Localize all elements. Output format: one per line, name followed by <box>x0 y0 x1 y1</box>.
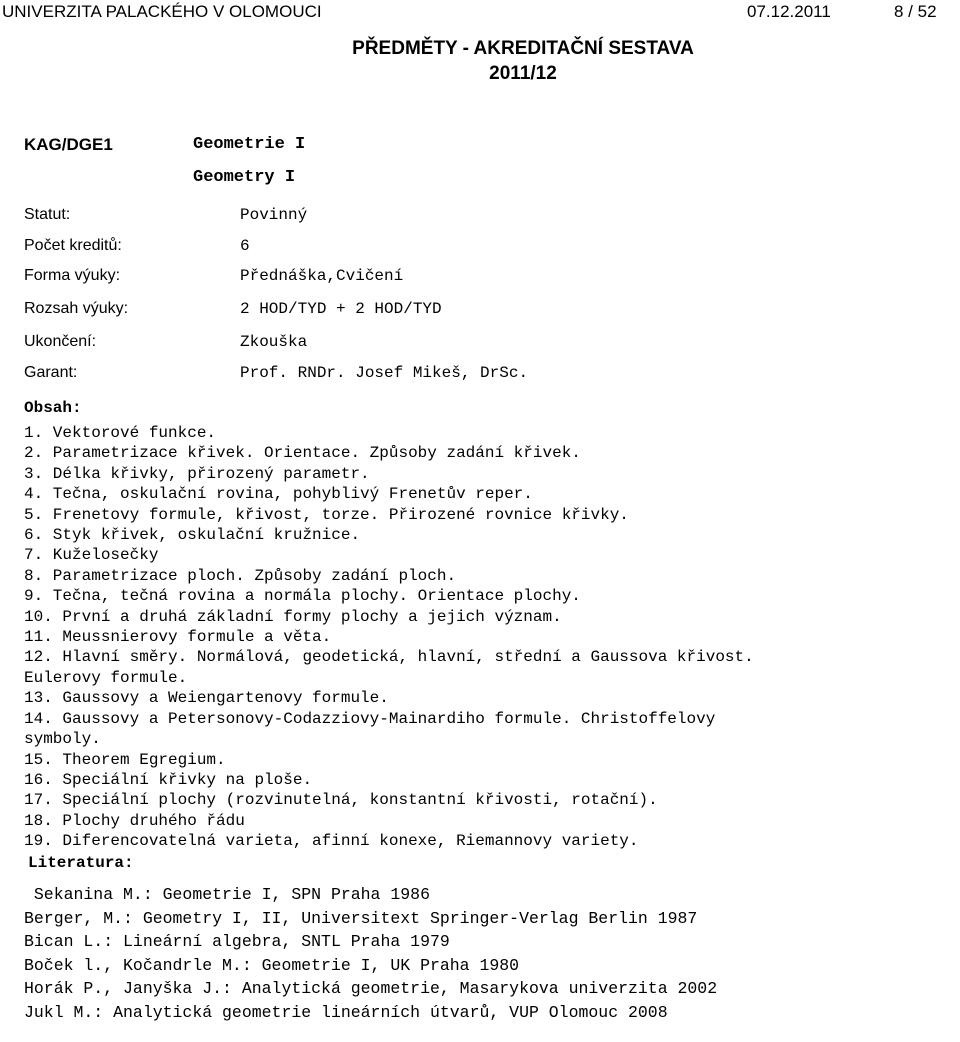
literature-item: Horák P., Janyška J.: Analytická geometrie, Masarykova univerzita 2002 <box>24 979 718 999</box>
teaching-scope-value: 2 HOD/TYD + 2 HOD/TYD <box>240 300 442 318</box>
literature-item: Boček l., Kočandrle M.: Geometrie I, UK Praha 1980 <box>24 955 520 975</box>
list-item: 17. Speciální plochy (rozvinutelná, konstantní křivosti, rotační). <box>24 791 658 810</box>
completion-value: Zkouška <box>240 333 308 351</box>
document-title: PŘEDMĚTY - AKREDITAČNÍ SESTAVA <box>352 38 694 59</box>
list-item: 14. Gaussovy a Petersonovy-Codazziovy-Mainardiho formule. Christoffelovy <box>24 709 716 728</box>
list-item: symboly. <box>24 730 101 749</box>
list-item: 2. Parametrizace křivek. Orientace. Způsoby zadání křivek. <box>24 444 581 463</box>
list-item: 16. Speciální křivky na ploše. <box>24 770 313 789</box>
list-item: 12. Hlavní směry. Normálová, geodetická, hlavní, střední a Gaussova křivost. <box>24 648 754 667</box>
list-item: 18. Plochy druhého řádu <box>24 811 245 830</box>
literature-item: Jukl M.: Analytická geometrie lineárních útvarů, VUP Olomouc 2008 <box>24 1002 668 1022</box>
completion-label: Ukončení: <box>24 333 97 350</box>
credits-value: 6 <box>240 237 250 255</box>
literature-item: Bican L.: Lineární algebra, SNTL Praha 1979 <box>24 932 450 952</box>
teaching-form-label: Forma výuky: <box>24 267 121 284</box>
course-name-en: Geometry I <box>193 168 296 187</box>
statut-value: Povinný <box>240 206 308 224</box>
course-name-cz: Geometrie I <box>193 135 306 154</box>
guarantor-value: Prof. RNDr. Josef Mikeš, DrSc. <box>240 364 529 382</box>
list-item: 11. Meussnierovy formule a věta. <box>24 628 332 647</box>
list-item: 8. Parametrizace ploch. Způsoby zadání ploch. <box>24 566 457 585</box>
statut-label: Statut: <box>24 206 71 223</box>
list-item: 13. Gaussovy a Weiengartenovy formule. <box>24 689 389 708</box>
list-item: 3. Délka křivky, přirozený parametr. <box>24 464 370 483</box>
content-list <box>24 423 754 852</box>
university-name: UNIVERZITA PALACKÉHO V OLOMOUCI <box>2 2 322 21</box>
list-item: 10. První a druhá základní formy plochy a jejich význam. <box>24 607 562 626</box>
literature-heading: Literatura: <box>28 854 134 872</box>
list-item: 9. Tečna, tečná rovina a normála plochy. Orientace plochy. <box>24 587 581 606</box>
report-date: 07.12.2011 <box>747 2 831 21</box>
page-number: 8 / 52 <box>894 2 937 21</box>
list-item: 15. Theorem Egregium. <box>24 750 226 769</box>
list-item: 4. Tečna, oskulační rovina, pohyblivý Frenetův reper. <box>24 485 533 504</box>
content-heading: Obsah: <box>24 399 82 417</box>
teaching-scope-label: Rozsah výuky: <box>24 300 129 317</box>
literature-list <box>24 883 717 1025</box>
list-item: 19. Diferencovatelná varieta, afinní konexe, Riemannovy variety. <box>24 832 639 851</box>
course-code: KAG/DGE1 <box>24 135 113 154</box>
list-item: 7. Kuželosečky <box>24 546 159 565</box>
list-item: Eulerovy formule. <box>24 668 188 687</box>
list-item: 6. Styk křivek, oskulační kružnice. <box>24 526 361 545</box>
list-item: 5. Frenetovy formule, křivost, torze. Přirozené rovnice křivky. <box>24 505 629 524</box>
teaching-form-value: Přednáška,Cvičení <box>240 267 404 285</box>
credits-label: Počet kreditů: <box>24 237 122 254</box>
literature-item: Sekanina M.: Geometrie I, SPN Praha 1986 <box>24 885 430 904</box>
list-item: 1. Vektorové funkce. <box>24 424 217 442</box>
academic-year: 2011/12 <box>489 63 557 84</box>
literature-item: Berger, M.: Geometry I, II, Universitext Springer-Verlag Berlin 1987 <box>24 908 698 928</box>
guarantor-label: Garant: <box>24 364 78 381</box>
